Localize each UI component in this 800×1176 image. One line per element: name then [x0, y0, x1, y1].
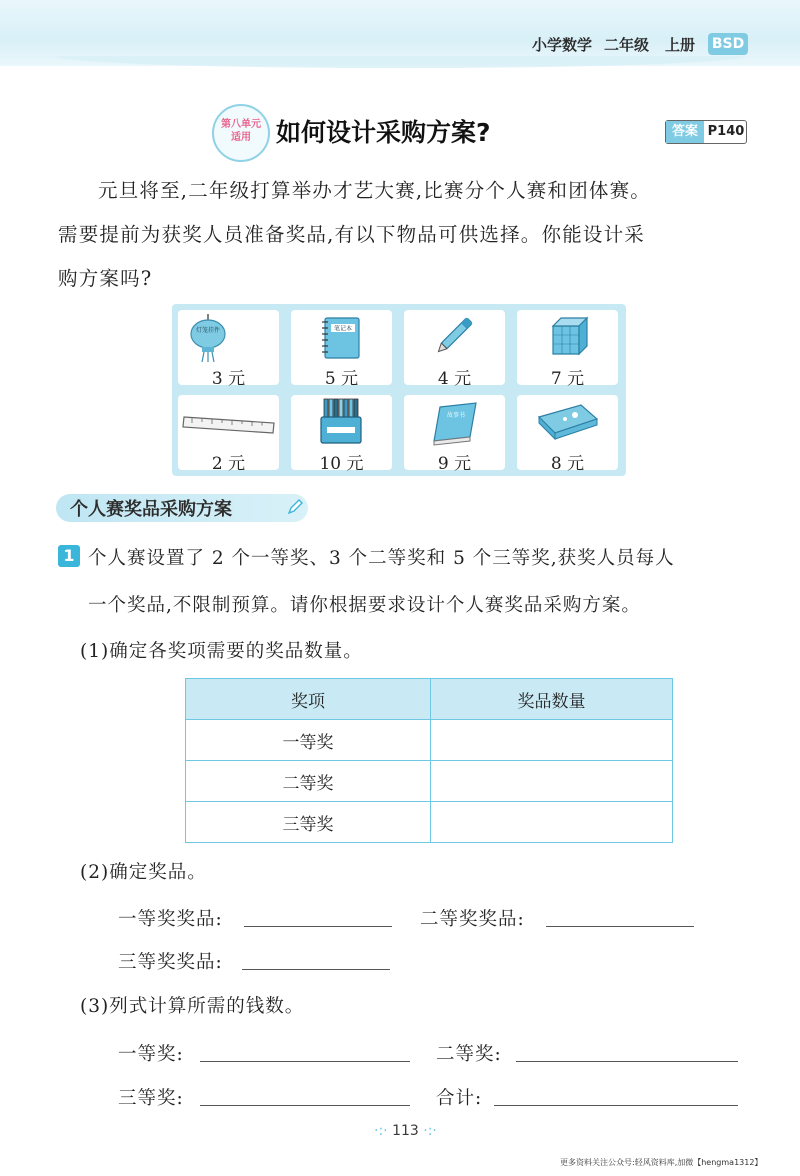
- item-price: 9 元: [437, 454, 472, 474]
- second-prize-cost-blank[interactable]: [516, 1061, 738, 1062]
- pencil-case-icon: [517, 395, 618, 449]
- pencil-icon: [286, 498, 304, 516]
- header-edition-badge: BSD: [708, 33, 748, 55]
- header-grade: 二年级: [604, 36, 650, 54]
- seal-line1: 第八单元: [221, 119, 261, 130]
- third-prize-item-blank[interactable]: [242, 969, 390, 970]
- item-price: 5 元: [324, 369, 359, 389]
- page-number-value: 113: [392, 1123, 419, 1139]
- first-prize-item-blank[interactable]: [244, 926, 392, 927]
- items-grid: [172, 304, 626, 476]
- q1-part2: (2)确定奖品。: [80, 862, 207, 883]
- pen-icon: [404, 310, 505, 364]
- item-card: [178, 310, 279, 389]
- item-price: 3 元: [211, 369, 246, 389]
- award-name: 二等奖: [186, 761, 431, 802]
- ruler-icon: [178, 395, 279, 449]
- count-input[interactable]: [431, 802, 673, 843]
- item-card: [404, 395, 505, 474]
- second-prize-cost-label: 二等奖:: [436, 1044, 502, 1065]
- item-price: 10 元: [319, 454, 364, 474]
- seal-line2: 适用: [231, 132, 251, 143]
- footer-note: 更多资料关注公众号:轻风资料库,加微【hengma1312】: [560, 1158, 763, 1167]
- item-price: 7 元: [550, 369, 585, 389]
- second-prize-item-blank[interactable]: [546, 926, 694, 927]
- header-subject: 小学数学: [532, 36, 593, 54]
- total-cost-label: 合计:: [436, 1088, 483, 1109]
- question-number: 1: [58, 545, 80, 567]
- first-prize-cost-label: 一等奖:: [118, 1044, 184, 1065]
- page-number: [374, 1123, 437, 1139]
- page-number-deco-left: ·:·: [374, 1123, 388, 1139]
- award-name: 三等奖: [186, 802, 431, 843]
- table-header-count: 奖品数量: [431, 679, 673, 720]
- intro-line3: 购方案吗?: [58, 267, 153, 290]
- table-row: [186, 720, 673, 761]
- second-prize-item-label: 二等奖奖品:: [420, 909, 525, 930]
- header-volume: 上册: [665, 36, 696, 54]
- count-input[interactable]: [431, 761, 673, 802]
- item-card: [517, 310, 618, 389]
- lantern-label: 灯笼挂件: [195, 327, 221, 334]
- q1-part1: (1)确定各奖项需要的奖品数量。: [80, 641, 363, 662]
- answer-tag: [665, 120, 747, 144]
- intro-line2: 需要提前为获奖人员准备奖品,有以下物品可供选择。你能设计采: [58, 223, 645, 246]
- notebook-label: 笔记本: [333, 325, 353, 333]
- q1-line2: 一个奖品,不限制预算。请你根据要求设计个人赛奖品采购方案。: [88, 595, 641, 616]
- item-card: [517, 395, 618, 474]
- notebook-icon: [291, 310, 392, 364]
- answer-page: P140: [707, 124, 745, 139]
- unit-seal: [212, 104, 270, 162]
- answer-label: 答案: [666, 121, 704, 143]
- cube-icon: [517, 310, 618, 364]
- table-row: [186, 802, 673, 843]
- table-header-award: 奖项: [186, 679, 431, 720]
- book-icon: [404, 395, 505, 449]
- first-prize-cost-blank[interactable]: [200, 1061, 410, 1062]
- section-title: 个人赛奖品采购方案: [70, 499, 232, 520]
- item-card: [291, 395, 392, 474]
- q1-line1: 个人赛设置了 2 个一等奖、3 个二等奖和 5 个三等奖,获奖人员每人: [88, 548, 675, 569]
- item-card: [291, 310, 392, 389]
- table-row: [186, 761, 673, 802]
- third-prize-cost-label: 三等奖:: [118, 1088, 184, 1109]
- pens-set-icon: [291, 395, 392, 449]
- book-label: 故事书: [446, 412, 466, 419]
- first-prize-item-label: 一等奖奖品:: [118, 909, 223, 930]
- q1-part3: (3)列式计算所需的钱数。: [80, 996, 305, 1017]
- total-cost-blank[interactable]: [494, 1105, 738, 1106]
- lantern-icon: [178, 310, 279, 364]
- item-price: 4 元: [437, 369, 472, 389]
- header-wave: [0, 56, 800, 70]
- page-title: 如何设计采购方案?: [276, 118, 491, 147]
- third-prize-item-label: 三等奖奖品:: [118, 952, 223, 973]
- item-card: [178, 395, 279, 474]
- prize-count-table: [185, 678, 673, 843]
- award-name: 一等奖: [186, 720, 431, 761]
- third-prize-cost-blank[interactable]: [200, 1105, 410, 1106]
- table-header-row: [186, 679, 673, 720]
- page-number-deco-right: ·:·: [423, 1123, 437, 1139]
- item-price: 2 元: [211, 454, 246, 474]
- item-price: 8 元: [550, 454, 585, 474]
- count-input[interactable]: [431, 720, 673, 761]
- item-card: [404, 310, 505, 389]
- intro-line1: 元旦将至,二年级打算举办才艺大赛,比赛分个人赛和团体赛。: [98, 179, 651, 202]
